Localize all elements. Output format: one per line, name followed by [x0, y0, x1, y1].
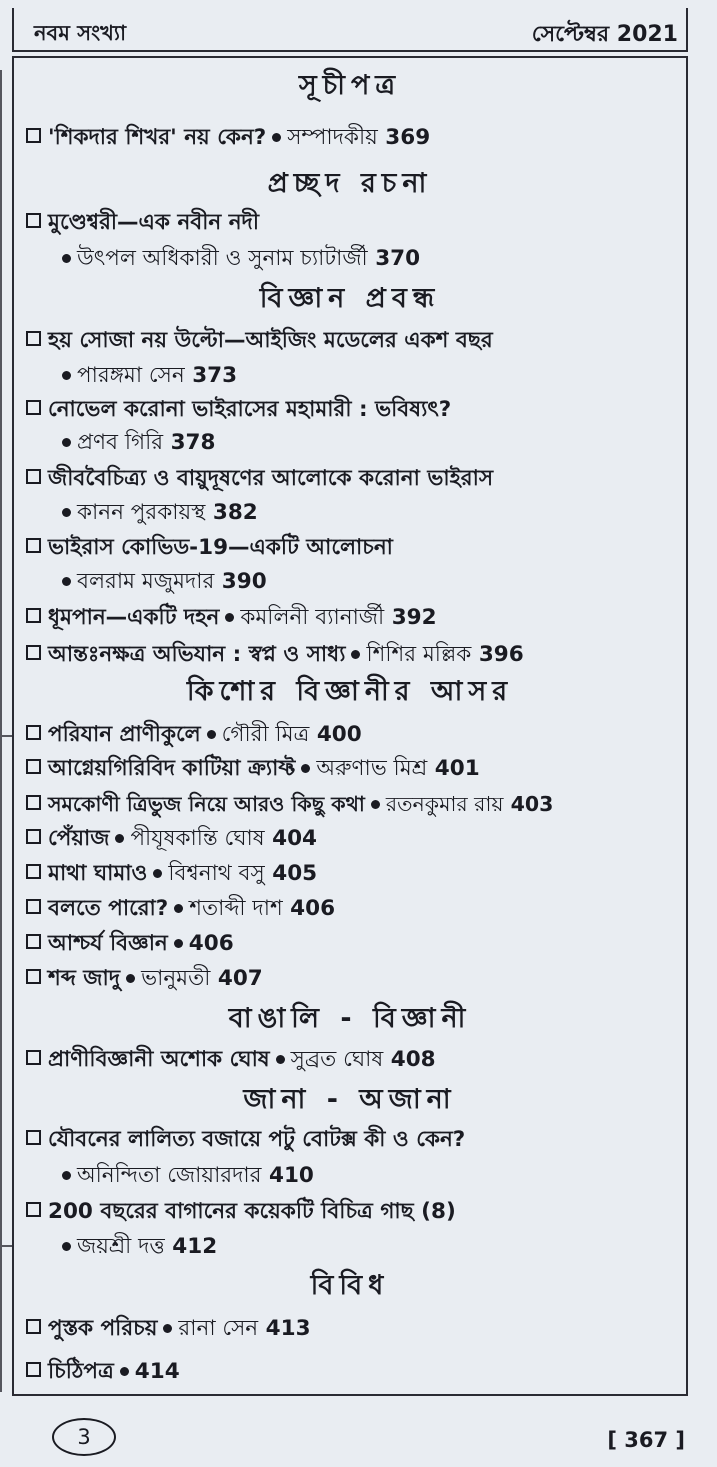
checkbox-icon: [26, 725, 41, 740]
entry-title: শব্দ জাদু: [48, 966, 121, 991]
entry-page: 401: [434, 756, 480, 781]
checkbox-icon: [26, 331, 41, 346]
bullet-icon: [371, 800, 380, 809]
checkbox-icon: [26, 1050, 41, 1065]
entry-author: রানা সেন: [178, 1316, 259, 1341]
entry-page: 382: [212, 500, 258, 525]
toc-entry[interactable]: [26, 395, 451, 425]
bullet-icon: [163, 1324, 172, 1333]
entry-author: অনিন্দিতা জোয়ারদার: [77, 1163, 262, 1188]
entry-title: আন্তঃনক্ষত্র অভিযান : স্বপ্ন ও সাধ্য: [48, 642, 346, 667]
entry-page: 369: [385, 125, 431, 150]
entry-page: 406: [290, 896, 336, 921]
checkbox-icon: [26, 1202, 41, 1217]
entry-title: 200 বছরের বাগানের কয়েকটি বিচিত্র গাছ (8): [48, 1199, 456, 1224]
entry-title: হয় সোজা নয় উল্টো—আইজিং মডেলের একশ বছর: [48, 328, 493, 353]
checkbox-icon: [26, 1362, 41, 1377]
toc-entry-author-line: [56, 244, 420, 274]
bullet-icon: [174, 904, 183, 913]
section-heading-bangali: বাঙালি - বিজ্ঞানী: [228, 1003, 472, 1034]
entry-author: কমলিনী ব্যানার্জী: [240, 605, 385, 630]
toc-entry[interactable]: [26, 824, 317, 854]
entry-author: শতাব্দী দাশ: [189, 896, 283, 921]
toc-entry[interactable]: [26, 123, 430, 153]
entry-page: 405: [272, 861, 318, 886]
toc-entry[interactable]: [26, 754, 480, 784]
toc-entry[interactable]: [26, 533, 393, 563]
checkbox-icon: [26, 213, 41, 228]
entry-title: বলতে পারো?: [48, 896, 169, 921]
entry-page: 396: [478, 642, 524, 667]
margin-tick: [0, 1245, 12, 1247]
entry-title: ভাইরাস কোভিড-19—একটি আলোচনা: [48, 535, 393, 560]
entry-page: 410: [268, 1163, 314, 1188]
entry-title: নোভেল করোনা ভাইরাসের মহামারী : ভবিষ্যৎ?: [48, 397, 452, 422]
section-heading-cover: প্রচ্ছদ রচনা: [267, 168, 433, 199]
page-header: [12, 8, 688, 52]
entry-page: 412: [172, 1234, 218, 1259]
bullet-icon: [207, 730, 216, 739]
entry-title: মুণ্ডেশ্বরী—এক নবীন নদী: [48, 210, 259, 235]
entry-author: সুব্রত ঘোষ: [290, 1047, 384, 1072]
entry-page: 404: [272, 826, 318, 851]
toc-entry[interactable]: [26, 1197, 456, 1227]
entry-title: আগ্নেয়গিরিবিদ কাটিয়া ক্র্যাফ্ট: [48, 756, 296, 781]
toc-entry[interactable]: [26, 1045, 436, 1075]
toc-entry[interactable]: [26, 1314, 311, 1344]
entry-title: ধূমপান—একটি দহন: [48, 605, 220, 630]
entry-author: পীযূষকান্তি ঘোষ: [130, 826, 265, 851]
entry-title: যৌবনের লালিত্য বজায়ে পটু বোটক্স কী ও কেন?: [48, 1127, 466, 1152]
checkbox-icon: [26, 829, 41, 844]
bullet-icon: [62, 254, 71, 263]
toc-entry[interactable]: [26, 720, 362, 750]
entry-author: ভানুমতী: [141, 966, 211, 991]
bullet-icon: [225, 613, 234, 622]
entry-author: বলরাম মজুমদার: [77, 569, 215, 594]
footer-page-number: 3: [52, 1418, 116, 1456]
bullet-icon: [62, 508, 71, 517]
entry-page: 414: [134, 1359, 180, 1384]
entry-title: পরিযান প্রাণীকুলে: [48, 722, 201, 747]
toc-entry[interactable]: [26, 929, 234, 959]
bullet-icon: [126, 974, 135, 983]
entry-author: বিশ্বনাথ বসু: [168, 861, 265, 886]
section-heading-toc: সূচীপত্র: [298, 70, 402, 101]
checkbox-icon: [26, 645, 41, 660]
entry-page: 373: [192, 363, 238, 388]
section-heading-science: বিজ্ঞান প্রবন্ধ: [259, 283, 441, 314]
margin-tick: [0, 735, 12, 737]
entry-author: গৌরী মিত্র: [221, 722, 310, 747]
checkbox-icon: [26, 1319, 41, 1334]
toc-entry-author-line: [56, 498, 258, 528]
toc-entry-author-line: [56, 567, 267, 597]
entry-title: চিঠিপত্র: [48, 1359, 114, 1384]
bullet-icon: [174, 939, 183, 948]
entry-author: প্রণব গিরি: [77, 430, 164, 455]
entry-page: 370: [375, 246, 421, 271]
checkbox-icon: [26, 469, 41, 484]
section-heading-jana: জানা - অজানা: [243, 1084, 457, 1115]
toc-entry[interactable]: [26, 208, 259, 238]
entry-title: পুস্তক পরিচয়: [48, 1316, 158, 1341]
entry-title: মাথা ঘামাও: [48, 861, 148, 886]
section-heading-bibidh: বিবিধ: [310, 1270, 390, 1301]
bullet-icon: [62, 1171, 71, 1180]
toc-entry-author-line: [56, 428, 215, 458]
checkbox-icon: [26, 864, 41, 879]
entry-author: রতনকুমার রায়: [385, 792, 504, 816]
bullet-icon: [120, 1367, 129, 1376]
entry-author: জয়শ্রী দত্ত: [77, 1234, 165, 1259]
entry-page: 378: [170, 430, 216, 455]
bullet-icon: [62, 577, 71, 586]
entry-page: 413: [265, 1316, 311, 1341]
entry-author: পারঙ্গমা সেন: [77, 363, 185, 388]
entry-page: 403: [510, 792, 554, 816]
toc-entry[interactable]: [26, 1357, 180, 1387]
toc-entry-author-line: [56, 1232, 217, 1262]
entry-page: 406: [188, 931, 234, 956]
entry-title: জীববৈচিত্র্য ও বায়ুদূষণের আলোকে করোনা ভাইরাস: [48, 466, 494, 491]
checkbox-icon: [26, 899, 41, 914]
entry-title: পেঁয়াজ: [48, 826, 110, 851]
checkbox-icon: [26, 538, 41, 553]
entry-author: শিশির মল্লিক: [366, 642, 472, 667]
bullet-icon: [272, 133, 281, 142]
entry-author: উৎপল অধিকারী ও সুনাম চ্যাটার্জী: [77, 246, 368, 271]
bullet-icon: [115, 834, 124, 843]
checkbox-icon: [26, 795, 41, 810]
toc-entry[interactable]: [26, 964, 263, 994]
toc-entry[interactable]: [26, 464, 493, 494]
bullet-icon: [62, 438, 71, 447]
bullet-icon: [62, 371, 71, 380]
toc-entry[interactable]: [26, 1125, 465, 1155]
issue-label: নবম সংখ্যা: [34, 21, 127, 45]
checkbox-icon: [26, 608, 41, 623]
entry-page: 392: [391, 605, 437, 630]
entry-title: সমকোণী ত্রিভুজ নিয়ে আরও কিছু কথা: [48, 792, 365, 816]
bullet-icon: [62, 1242, 71, 1251]
footer-volume-page: [ 367 ]: [607, 1428, 685, 1452]
toc-entry[interactable]: [26, 326, 493, 356]
entry-page: 407: [217, 966, 263, 991]
toc-entry-author-line: [56, 361, 237, 391]
entry-page: 400: [316, 722, 362, 747]
left-margin-rule: [0, 70, 2, 1392]
entry-author: সম্পাদকীয়: [287, 125, 378, 150]
entry-title: প্রাণীবিজ্ঞানী অশোক ঘোষ: [48, 1047, 270, 1072]
checkbox-icon: [26, 1130, 41, 1145]
checkbox-icon: [26, 400, 41, 415]
checkbox-icon: [26, 969, 41, 984]
toc-entry[interactable]: [26, 603, 437, 633]
bullet-icon: [351, 650, 360, 659]
issue-date: সেপ্টেম্বর 2021: [531, 22, 678, 47]
section-heading-kishor: কিশোর বিজ্ঞানীর আসর: [186, 676, 514, 707]
entry-page: 408: [390, 1047, 436, 1072]
entry-page: 390: [221, 569, 267, 594]
toc-entry[interactable]: [26, 894, 335, 924]
toc-entry-author-line: [56, 1161, 314, 1191]
entry-author: অরুণাভ মিশ্র: [316, 756, 428, 781]
bullet-icon: [153, 869, 162, 878]
entry-author: কানন পুরকায়স্থ: [77, 500, 206, 525]
checkbox-icon: [26, 759, 41, 774]
toc-entry[interactable]: [26, 640, 524, 670]
entry-title: 'শিকদার শিখর' নয় কেন?: [48, 125, 267, 150]
entry-title: আশ্চর্য বিজ্ঞান: [48, 931, 168, 956]
checkbox-icon: [26, 128, 41, 143]
checkbox-icon: [26, 934, 41, 949]
bullet-icon: [301, 764, 310, 773]
toc-entry[interactable]: [26, 789, 553, 819]
toc-entry[interactable]: [26, 859, 317, 889]
bullet-icon: [276, 1055, 285, 1064]
